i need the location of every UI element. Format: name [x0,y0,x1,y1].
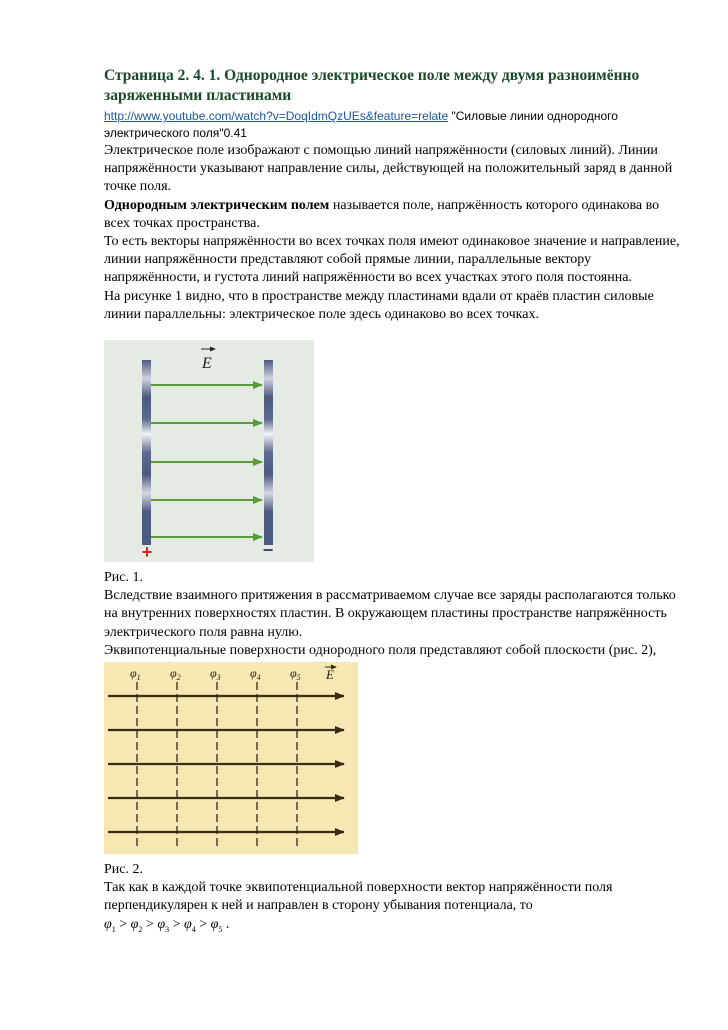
paragraph-charges: Вследствие взаимного притяжения в рассматриваемом случае все заряды располагаются только на внутренних поверхностях пластин. В окружающем пластины пространстве напряжённость электрического поля равна нулю. [104,588,676,640]
document-page [104,66,684,938]
paragraph-equipotential: Эквипотенциальные поверхности однородного поля представляют собой плоскости (рис. 2), [104,642,657,658]
paragraph-conclusion: Так как в каждой точке эквипотенциальной поверхности вектор напряжённости поля перпендикулярен к ней и направлен в сторону убывания потенциала, то [104,880,613,914]
plate-positive [142,360,151,545]
plus-sign: + [141,542,153,563]
paragraph-vectors: То есть векторы напряжённости во всех точках поля имеют одинаковое значение и направление, линии напряжённости представляют собой прямые линии, параллельные вектору напряжённости, и густота линий напряжённости во всех участках этого поля постоянна. [104,234,680,286]
phi-label-3: $\varphi_3$ [210,666,221,683]
minus-sign: − [262,540,274,561]
paragraph-uniform-definition [104,197,684,233]
page-title: Страница 2. 4. 1. Однородное электрическое поле между двумя разноимённо заряженными пластинами [104,67,640,104]
phi-label-1: $\varphi_1$ [130,666,141,683]
paragraph-field-lines: Электрическое поле изображают с помощью линий напряжённости (силовых линий). Линии напряжённости указывают направление силы, действующей на положительный заряд в данной точке поля. [104,143,673,195]
video-link-caption: "Силовые линии однородного электрического поля"0.41 [104,109,618,140]
definition-text: называется поле, напржённость которого одинакова во всех точках пространства. [104,197,660,231]
phi-label-2: $\varphi_2$ [170,666,181,683]
vector-e2-label: E [326,667,334,683]
vector-e-label: E [202,355,212,373]
phi-label-5: $\varphi_5$ [290,666,301,683]
figure-1-plates [104,340,314,562]
video-link-line [104,108,684,142]
phi-label-4: $\varphi_4$ [250,666,261,683]
figure-2-equipotentials [104,662,358,854]
paragraph-figure1-ref: На рисунке 1 видно, что в пространстве между пластинами вдали от краёв пластин силовые линии параллельны: электрическое поле здесь одинаково во всех точках. [104,288,654,322]
term-uniform-field: Однородным электрическим полем [104,197,330,213]
video-link[interactable]: http://www.youtube.com/watch?v=DoqIdmQzUEs&feature=relate [104,109,449,123]
figure-1-background [104,340,314,562]
figure-2-caption: Рис. 2. [104,862,143,878]
potential-inequality: $\varphi_1 > \varphi_2 > \varphi_3 > \varphi_4 > \varphi_5$ . [104,916,230,934]
figure-1-caption: Рис. 1. [104,570,143,586]
plate-negative [264,360,273,545]
figure-2-background [104,662,358,854]
